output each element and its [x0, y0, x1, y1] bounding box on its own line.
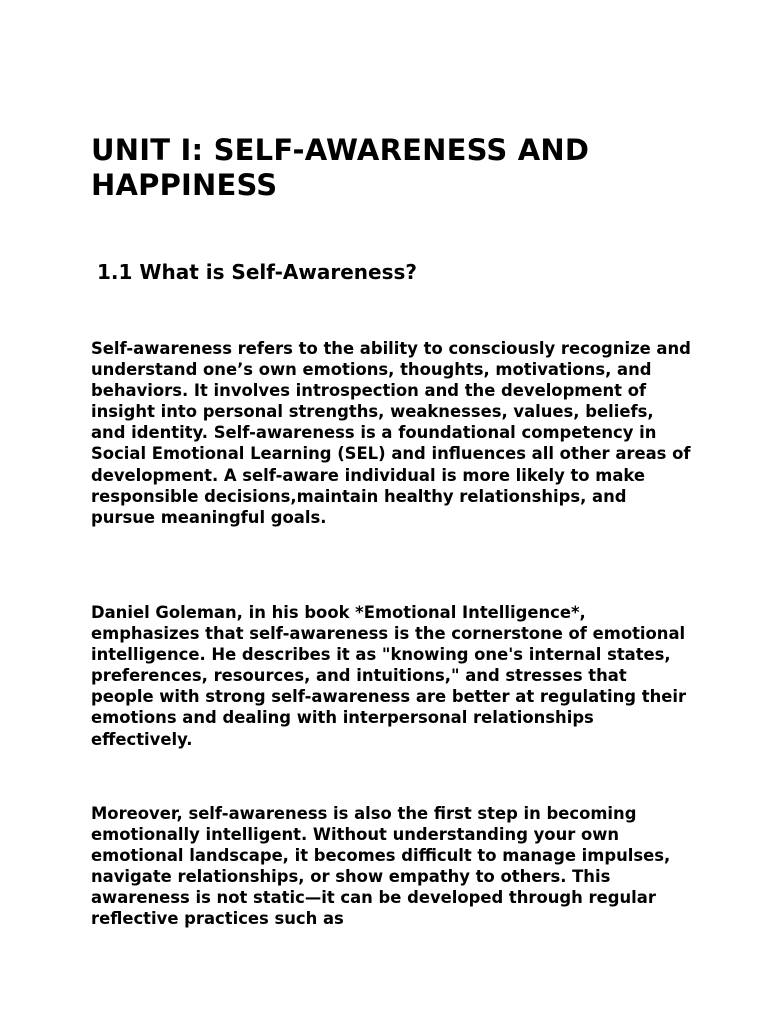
- page-title: UNIT I: SELF-AWARENESS AND HAPPINESS: [91, 133, 590, 202]
- paragraph-first-step: Moreover, self-awareness is also the first step in becoming emotionally intelligent. Without understanding your own emotional landscape, it becomes difficult to manage impulses, navigate relationships, or show empathy to others. This awareness is not static—it can be developed through regular reflective practices such as: [91, 804, 671, 929]
- paragraph-definition: Self-awareness refers to the ability to consciously recognize and understand one’s own emotions, thoughts, motivations, and behaviors. It involves introspection and the development of insight into personal strengths, weaknesses, values, beliefs, and identity. Self-awareness is a foundational competency in Social Emotional Learning (SEL) and influences all other areas of development. A self-aware individual is more likely to make responsible decisions,maintain healthy relationships, and pursue meaningful goals.: [91, 339, 691, 527]
- section-heading: 1.1 What is Self-Awareness?: [97, 260, 417, 284]
- paragraph-goleman: Daniel Goleman, in his book *Emotional Intelligence*, emphasizes that self-awareness is the cornerstone of emotional intelligence. He describes it as "knowing one's internal states, preferences, resources, and intuitions," and stresses that people with strong self-awareness are better at regulating their emotions and dealing with interpersonal relationships effectively.: [91, 603, 687, 749]
